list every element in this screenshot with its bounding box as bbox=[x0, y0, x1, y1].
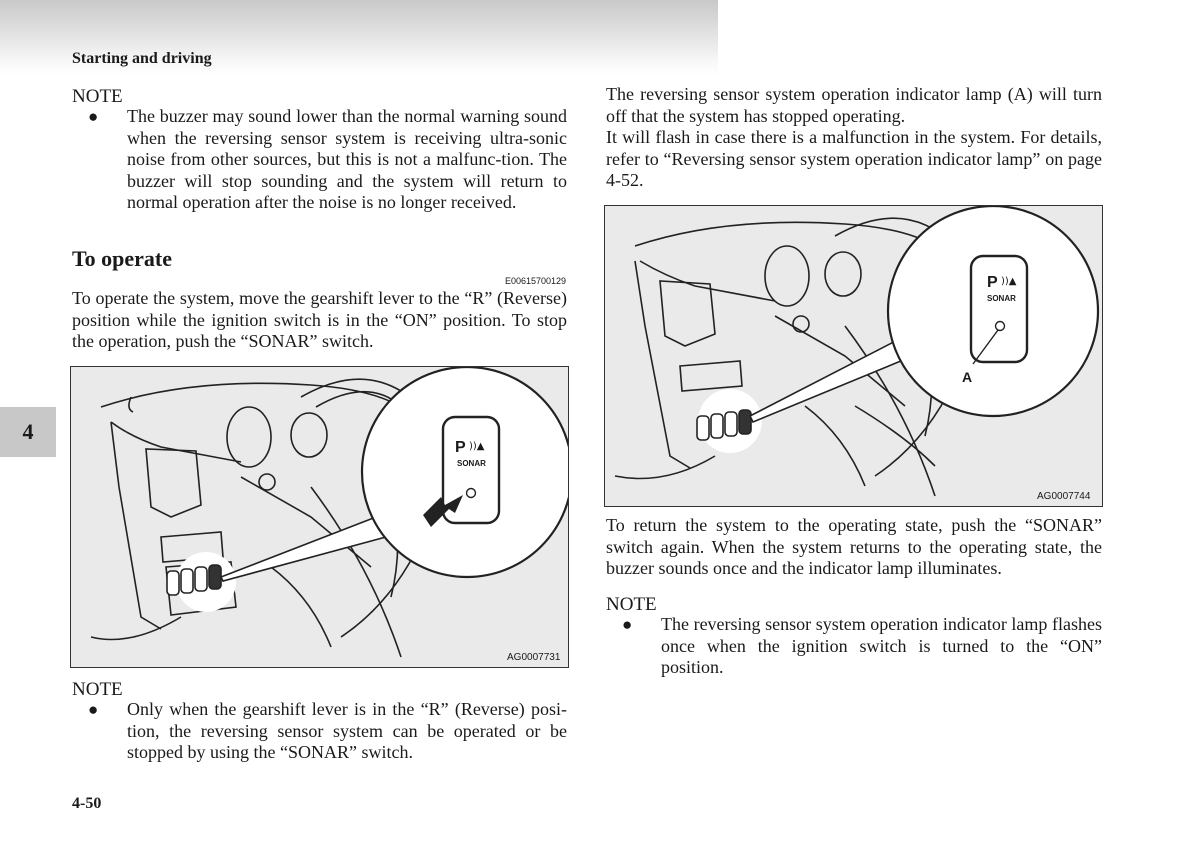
operate-paragraph: To operate the system, move the gearshift lever to the “R” (Reverse) position while the ignition switch is in the “ON” position. To stop the operation, push the “SONAR” switch. bbox=[72, 288, 567, 351]
dashboard-illustration bbox=[71, 367, 568, 667]
note-text: The reversing sensor system operation indicator lamp flashes once when the ignition switch is turned to the “ON” position. bbox=[661, 614, 1102, 677]
note-2 bbox=[72, 680, 567, 770]
right-paragraph-1: The reversing sensor system operation indicator lamp (A) will turn off that the system has stopped operating. bbox=[606, 84, 1102, 126]
note-text: The buzzer may sound lower than the normal warning sound when the reversing sensor system is receiving ultra-sonic noise from other sources, but this is not a malfunc-tion. The buzzer will stop sounding and the system will return to normal operation after the noise is no longer received. bbox=[127, 106, 567, 212]
page-number: 4-50 bbox=[72, 795, 102, 812]
switch-p-letter: P bbox=[455, 439, 466, 456]
switch-sonar-label: SONAR bbox=[457, 459, 486, 468]
figure-code: AG0007744 bbox=[1037, 491, 1091, 502]
chapter-tab: 4 bbox=[0, 407, 56, 457]
sensor-wave-icon: ))▲ bbox=[469, 441, 485, 452]
right-paragraph-3: To return the system to the operating state, push the “SONAR” switch again. When the system returns to the operating state, the buzzer sounds once and the indicator lamp illuminates. bbox=[606, 515, 1102, 578]
note-1 bbox=[72, 87, 567, 237]
section-title: Starting and driving bbox=[72, 50, 212, 67]
figure-dashboard-sonar-switch bbox=[70, 366, 569, 668]
bullet-dot: ● bbox=[88, 700, 99, 719]
figure-indicator-lamp bbox=[604, 205, 1103, 507]
figure-code: AG0007731 bbox=[507, 652, 561, 663]
callout-a-label: A bbox=[962, 369, 973, 385]
bullet-dot: ● bbox=[622, 615, 633, 634]
bullet-dot: ● bbox=[88, 107, 99, 126]
switch-sonar-label: SONAR bbox=[987, 294, 1016, 303]
note-heading: NOTE bbox=[606, 594, 657, 615]
note-3 bbox=[606, 595, 1102, 685]
note-heading: NOTE bbox=[72, 679, 123, 700]
sensor-wave-icon: ))▲ bbox=[1001, 276, 1017, 287]
right-paragraph-2: It will flash in case there is a malfunction in the system. For details, refer to “Reversing sensor system operation indicator lamp” on page 4-52. bbox=[606, 127, 1102, 190]
doc-code: E00615700129 bbox=[504, 276, 566, 286]
heading-to-operate: To operate bbox=[72, 246, 173, 271]
switch-p-letter: P bbox=[987, 274, 998, 291]
note-text: Only when the gearshift lever is in the “R” (Reverse) posi-tion, the reversing sensor system can be operated or be stopped by using the “SONAR” switch. bbox=[127, 699, 567, 762]
dashboard-illustration bbox=[605, 206, 1102, 506]
note-heading: NOTE bbox=[72, 86, 123, 107]
